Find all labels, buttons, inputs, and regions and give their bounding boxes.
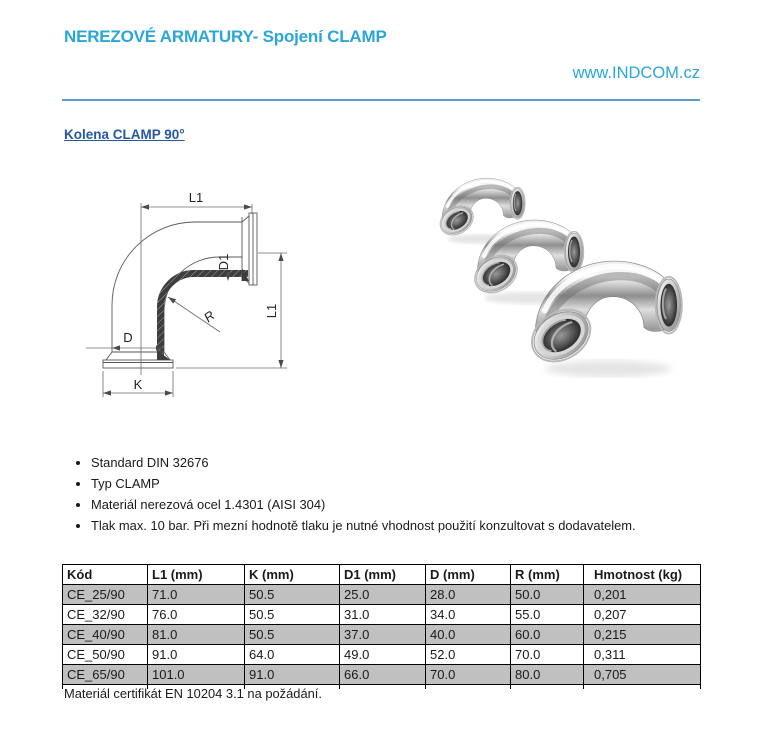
bullet-item: • Tlak max. 10 bar. Při mezní hodnotě tlaku je nutné vhodnost použití konzultovat s dodavatelem. [91, 515, 736, 536]
table-cell: 34.0 [426, 605, 511, 625]
table-cell: 31.0 [340, 605, 426, 625]
dim-label-k: K [133, 377, 143, 392]
column-header: K (mm) [245, 565, 340, 585]
column-header: Hmotnost (kg) [584, 565, 701, 585]
table-cell: 60.0 [511, 625, 584, 645]
website-link[interactable]: www.INDCOM.cz [572, 64, 700, 82]
section-heading-link[interactable]: Kolena CLAMP 90° [64, 127, 185, 142]
table-cell: 52.0 [426, 645, 511, 665]
table-row [63, 645, 701, 665]
column-header: R (mm) [511, 565, 584, 585]
certificate-note: Materiál certifikát EN 10204 3.1 na požádání. [64, 686, 322, 701]
table-cell: 50.0 [511, 585, 584, 605]
table-cell: 76.0 [148, 605, 245, 625]
table-row [63, 605, 701, 625]
table-cell: 64.0 [245, 645, 340, 665]
dim-label-r: R [200, 307, 218, 326]
column-header: D1 (mm) [340, 565, 426, 585]
table-cell: 80.0 [511, 665, 584, 685]
table-row [63, 625, 701, 645]
dim-label-d: D [123, 330, 133, 345]
table-cell: 55.0 [511, 605, 584, 625]
column-header: Kód [63, 565, 148, 585]
table-cell: 91.0 [148, 645, 245, 665]
table-cell: 71.0 [148, 585, 245, 605]
table-cell: 37.0 [340, 625, 426, 645]
table-cell: CE_32/90 [63, 605, 148, 625]
table-cell: 50.5 [245, 585, 340, 605]
table-cell: 0,207 [584, 605, 701, 625]
table-cell: 101.0 [148, 665, 245, 685]
table-cell: 0,215 [584, 625, 701, 645]
table-cell: CE_50/90 [63, 645, 148, 665]
table-row [63, 665, 701, 685]
technical-drawing [82, 190, 292, 400]
dim-label-l1-right: L1 [264, 303, 279, 319]
page-title: NEREZOVÉ ARMATURY- Spojení CLAMP [64, 27, 387, 46]
table-cell: 40.0 [426, 625, 511, 645]
table-cell: CE_25/90 [63, 585, 148, 605]
table-cell: 70.0 [511, 645, 584, 665]
table-row [63, 585, 701, 605]
table-cell: 0,705 [584, 665, 701, 685]
table-cell: 0,201 [584, 585, 701, 605]
table-cell: 25.0 [340, 585, 426, 605]
table-cell: 28.0 [426, 585, 511, 605]
table-cell: 49.0 [340, 645, 426, 665]
table-cell: 66.0 [340, 665, 426, 685]
header-divider [62, 99, 700, 101]
table-cell: 70.0 [426, 665, 511, 685]
table-header [63, 565, 701, 585]
column-header: D (mm) [426, 565, 511, 585]
table-cell: 50.5 [245, 625, 340, 645]
table-cell: 50.5 [245, 605, 340, 625]
table-cell: 91.0 [245, 665, 340, 685]
elbow-photo-large [522, 261, 682, 377]
dim-label-l1-top: L1 [188, 190, 204, 205]
table-cell: 0,311 [584, 645, 701, 665]
product-photo [420, 166, 720, 378]
bullet-item: • Standard DIN 32676 [91, 452, 736, 473]
table-cell: 81.0 [148, 625, 245, 645]
bullet-item: • Typ CLAMP [91, 473, 736, 494]
dim-label-d1: D1 [216, 253, 231, 271]
table-body [63, 585, 701, 685]
spec-bullet-list [64, 452, 736, 536]
column-header: L1 (mm) [148, 565, 245, 585]
dimensions-table [62, 564, 701, 689]
table-cell: CE_40/90 [63, 625, 148, 645]
table-cell: CE_65/90 [63, 665, 148, 685]
bullet-item: • Materiál nerezová ocel 1.4301 (AISI 304) [91, 494, 736, 515]
